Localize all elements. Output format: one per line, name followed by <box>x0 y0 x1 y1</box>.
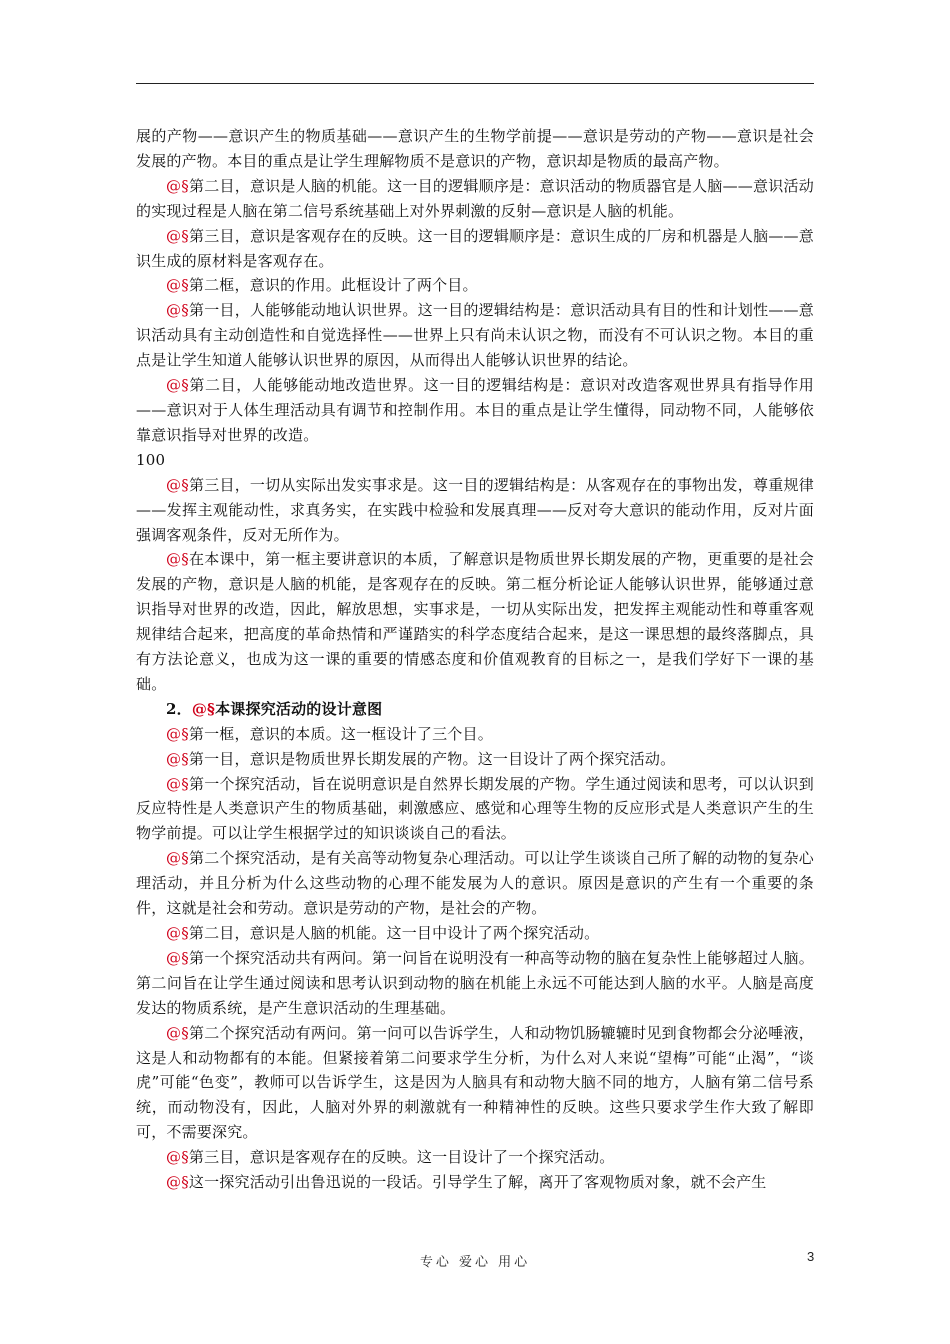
paragraph-text: 第二目，人能够能动地改造世界。这一目的逻辑结构是：意识对改造客观世界具有指导作用——意识对于人体生理活动具有调节和控制作用。本目的重点是让学生懂得，同动物不同，人能够依靠意识指导对世界的改造。 <box>136 376 814 444</box>
footer-slogan: 专心 爱心 用心 <box>419 1255 531 1270</box>
heading-text: 本课探究活动的设计意图 <box>215 699 383 718</box>
paragraph-text: 第二个探究活动有两问。第一问可以告诉学生，人和动物饥肠辘辘时见到食物都会分泌唾液，这是人和动物都有的本能。但紧接着第二问要求学生分析，为什么对人来说“望梅”可能“止渴”，“谈虎”可能“色变”，教师可以告诉学生，这是因为人脑具有和动物大脑不同的地方，人脑有第二信号系统，而动物没有，因此，人脑对外界的刺激就有一种精神性的反映。这些只要求学生作大致了解即可，不需要深究。 <box>136 1023 814 1142</box>
marker-symbol: @§ <box>166 1173 189 1192</box>
inline-number <box>136 448 814 473</box>
paragraph-text: 第三目，一切从实际出发实事求是。这一目的逻辑结构是：从客观存在的事物出发，尊重规律——发挥主观能动性，求真务实，在实践中检验和发展真理——反对夸大意识的能动作用，反对片面强调客观条件，反对无所作为。 <box>136 475 814 544</box>
marker-symbol: @§ <box>166 724 189 743</box>
paragraph-text: 第二目，意识是人脑的机能。这一目的逻辑顺序是：意识活动的物质器官是人脑——意识活动的实现过程是人脑在第二信号系统基础上对外界刺激的反射—意识是人脑的机能。 <box>136 176 814 220</box>
marked-paragraph <box>136 224 814 274</box>
marker-symbol: @§ <box>166 774 189 793</box>
page-number: 3 <box>807 1249 815 1264</box>
marker-symbol: @§ <box>166 924 189 942</box>
marked-paragraph <box>136 298 814 373</box>
paragraph-text: 这一探究活动引出鲁迅说的一段话。引导学生了解，离开了客观物质对象，就不会产生 <box>188 1173 767 1192</box>
marker-symbol: @§ <box>166 1023 189 1042</box>
paragraph-text: 在本课中，第一框主要讲意识的本质，了解意识是物质世界长期发展的产物，更重要的是社会发展的产物，意识是人脑的机能，是客观存在的反映。第二框分析论证人能够认识世界，能够通过意识指导对世界的改造，因此，解放思想，实事求是，一切从实际出发，把发挥主观能动性和尊重客观规律结合起来，把高度的革命热情和严谨踏实的科学态度结合起来，是这一课思想的最终落脚点，具有方法论意义，也成为这一课的重要的情感态度和价值观教育的目标之一，是我们学好下一课的基础。 <box>136 550 814 693</box>
marker-symbol: @§ <box>166 226 189 245</box>
marked-paragraph <box>136 921 814 946</box>
paragraph-text: 第一个探究活动共有两问。第一问旨在说明没有一种高等动物的脑在复杂性上能够超过人脑。第二问旨在让学生通过阅读和思考认识到动物的脑在机能上永远不可能达到人脑的水平。人脑是高度发达的物质系统，是产生意识活动的生理基础。 <box>136 948 814 1017</box>
marked-paragraph <box>136 547 814 696</box>
paragraph-text: 第一框，意识的本质。这一框设计了三个目。 <box>188 724 493 743</box>
marked-paragraph <box>136 273 814 298</box>
document-body <box>136 124 814 1195</box>
marker-symbol: @§ <box>166 276 189 295</box>
heading-number: 2． <box>166 699 192 718</box>
marker-symbol: @§ <box>166 475 189 494</box>
marked-paragraph <box>136 846 814 921</box>
marked-paragraph <box>136 946 814 1021</box>
marker-symbol: @§ <box>166 376 189 395</box>
marked-paragraph <box>136 1145 814 1170</box>
marked-paragraph <box>136 747 814 772</box>
paragraph-text: 第三目，意识是客观存在的反映。这一目的逻辑顺序是：意识生成的厂房和机器是人脑——意识生成的原材料是客观存在。 <box>136 226 814 270</box>
marker-symbol: @§ <box>166 176 189 195</box>
paragraph-text: 第二框，意识的作用。此框设计了两个目。 <box>188 276 478 295</box>
paragraph-text: 第二个探究活动，是有关高等动物复杂心理活动。可以让学生谈谈自己所了解的动物的复杂心理活动，并且分析为什么这些动物的心理不能发展为人的意识。原因是意识的产生有一个重要的条件，这就是社会和劳动。意识是劳动的产物，是社会的产物。 <box>136 849 814 918</box>
paragraph <box>136 124 814 174</box>
paragraph-text: 第二目，意识是人脑的机能。这一目中设计了两个探究活动。 <box>188 924 600 942</box>
paragraph-text: 第一目，人能够能动地认识世界。这一目的逻辑结构是：意识活动具有目的性和计划性——意识活动具有主动创造性和自觉选择性——世界上只有尚未认识之物，而没有不可认识之物。本目的重点是让学生知道人能够认识世界的原因，从而得出人能够认识世界的结论。 <box>136 301 814 370</box>
marker-symbol: @§ <box>166 849 189 868</box>
marked-paragraph <box>136 1021 814 1146</box>
paragraph-text: 第三目，意识是客观存在的反映。这一目设计了一个探究活动。 <box>188 1148 615 1167</box>
paragraph-text: 第一个探究活动，旨在说明意识是自然界长期发展的产物。学生通过阅读和思考，可以认识到反应特性是人类意识产生的物质基础，刺激感应、感觉和心理等生物的反应形式是人类意识产生的生物学前提。可以让学生根据学过的知识谈谈自己的看法。 <box>136 774 814 843</box>
marker-symbol: @§ <box>166 301 189 320</box>
marked-paragraph <box>136 373 814 448</box>
marked-paragraph <box>136 473 814 548</box>
inline-number-text: 100 <box>136 450 166 469</box>
marked-paragraph <box>136 174 814 224</box>
section-heading <box>136 697 814 722</box>
marked-paragraph <box>136 772 814 847</box>
marker-symbol: @§ <box>166 1148 189 1167</box>
marker-symbol: @§ <box>166 749 189 768</box>
marker-symbol: @§ <box>166 948 189 967</box>
marker-symbol: @§ <box>191 699 216 718</box>
paragraph-text: 展的产物——意识产生的物质基础——意识产生的生物学前提——意识是劳动的产物——意识是社会发展的产物。本目的重点是让学生理解物质不是意识的产物，意识却是物质的最高产物。 <box>136 127 814 170</box>
paragraph-text: 第一目，意识是物质世界长期发展的产物。这一目设计了两个探究活动。 <box>188 749 676 768</box>
marked-paragraph <box>136 722 814 747</box>
marker-symbol: @§ <box>166 550 189 569</box>
header-rule <box>136 83 814 84</box>
marked-paragraph <box>136 1170 814 1195</box>
